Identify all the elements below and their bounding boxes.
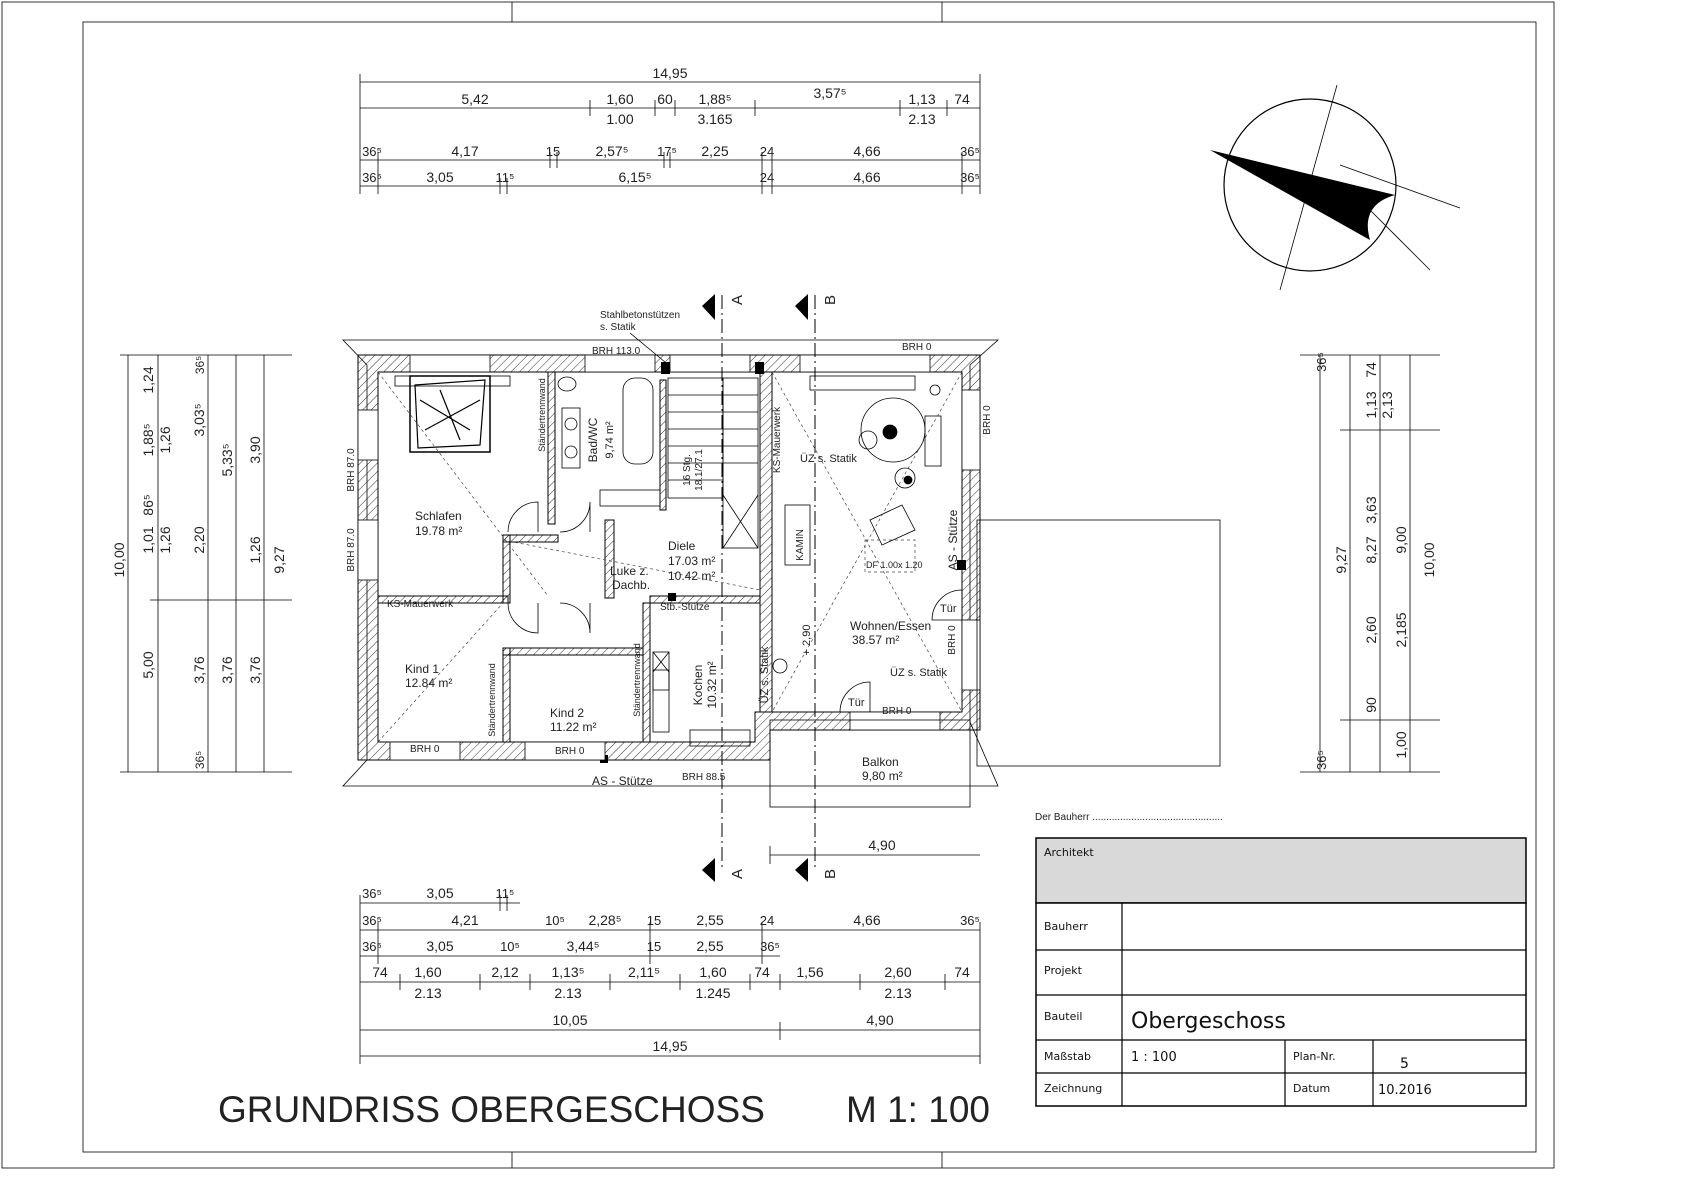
section-a-bottom: A bbox=[729, 868, 746, 880]
svg-text:3,76: 3,76 bbox=[219, 656, 235, 684]
svg-text:2.13: 2.13 bbox=[908, 111, 936, 127]
svg-text:KS-Mauerwerk: KS-Mauerwerk bbox=[387, 599, 454, 610]
tb-massstab-value: 1 : 100 bbox=[1131, 1050, 1177, 1065]
room-diele-area-1: 17.03 m² bbox=[668, 554, 716, 568]
room-kochen-name: Kochen bbox=[691, 664, 705, 706]
svg-text:15: 15 bbox=[646, 913, 662, 928]
section-b-top: B bbox=[822, 294, 839, 306]
tb-bauteil-value: Obergeschoss bbox=[1131, 1009, 1286, 1034]
svg-text:4,66: 4,66 bbox=[853, 912, 881, 928]
svg-text:1.245: 1.245 bbox=[695, 985, 731, 1001]
svg-text:Tür: Tür bbox=[848, 697, 865, 709]
svg-text:74: 74 bbox=[1363, 362, 1379, 378]
svg-text:36⁵: 36⁵ bbox=[1314, 750, 1329, 770]
room-kind2-area: 11.22 m² bbox=[550, 720, 597, 734]
room-balkon-name: Balkon bbox=[862, 755, 899, 769]
svg-text:BRH 0: BRH 0 bbox=[902, 342, 932, 353]
svg-text:+ 2,90: + 2,90 bbox=[801, 624, 813, 656]
svg-text:AS - Stütze: AS - Stütze bbox=[946, 509, 960, 571]
svg-text:36⁵: 36⁵ bbox=[1314, 352, 1329, 372]
room-bad-area: 9,74 m² bbox=[604, 421, 616, 459]
svg-text:4,66: 4,66 bbox=[853, 169, 881, 185]
room-wohnen-name: Wohnen/Essen bbox=[850, 619, 932, 633]
room-schlafen-area: 19.78 m² bbox=[415, 524, 463, 538]
svg-text:36⁵: 36⁵ bbox=[193, 750, 207, 770]
bed-icon bbox=[395, 376, 510, 452]
tb-plannr-value: 5 bbox=[1400, 1056, 1409, 1072]
svg-text:36⁵: 36⁵ bbox=[960, 913, 980, 928]
svg-text:6,15⁵: 6,15⁵ bbox=[618, 169, 652, 185]
svg-text:90: 90 bbox=[1363, 697, 1379, 713]
room-kind1-name: Kind 1 bbox=[405, 662, 440, 676]
svg-text:36⁵: 36⁵ bbox=[193, 355, 207, 375]
svg-text:17⁵: 17⁵ bbox=[657, 144, 677, 159]
luke-label-1: Luke z. bbox=[610, 564, 649, 578]
tb-zeichnung-label: Zeichnung bbox=[1044, 1082, 1103, 1095]
svg-text:24: 24 bbox=[759, 170, 775, 185]
svg-text:5,42: 5,42 bbox=[461, 91, 489, 107]
svg-text:1,88⁵: 1,88⁵ bbox=[140, 423, 156, 457]
tb-datum-label: Datum bbox=[1293, 1082, 1331, 1095]
svg-text:1,01: 1,01 bbox=[140, 526, 156, 554]
room-schlafen-name: Schlafen bbox=[415, 509, 462, 523]
svg-text:3,57⁵: 3,57⁵ bbox=[813, 85, 847, 101]
svg-text:9,27: 9,27 bbox=[1333, 546, 1349, 574]
svg-text:3,63: 3,63 bbox=[1363, 496, 1379, 524]
svg-text:1,26: 1,26 bbox=[157, 526, 173, 554]
room-wohnen-area: 38.57 m² bbox=[852, 633, 900, 647]
dim-lines-bottom bbox=[360, 846, 980, 1064]
svg-text:2,13: 2,13 bbox=[1379, 391, 1395, 419]
luke-label-2: Dachb. bbox=[612, 578, 651, 592]
svg-text:2,60: 2,60 bbox=[884, 964, 912, 980]
svg-text:18.1/27.1: 18.1/27.1 bbox=[694, 449, 705, 491]
svg-text:ÜZ s. Statik: ÜZ s. Statik bbox=[890, 667, 947, 679]
svg-text:2.13: 2.13 bbox=[554, 985, 582, 1001]
svg-text:3,76: 3,76 bbox=[191, 656, 207, 684]
svg-text:2,57⁵: 2,57⁵ bbox=[595, 143, 629, 159]
doors bbox=[508, 502, 962, 712]
svg-text:BRH 113.0: BRH 113.0 bbox=[592, 346, 641, 357]
svg-text:BRH 0: BRH 0 bbox=[947, 625, 958, 655]
room-kind1-area: 12.84 m² bbox=[405, 676, 453, 690]
dim-text-bottom bbox=[362, 837, 980, 1054]
svg-text:2,185: 2,185 bbox=[1393, 612, 1409, 648]
svg-text:36⁵: 36⁵ bbox=[362, 170, 382, 185]
svg-text:9,27: 9,27 bbox=[271, 546, 287, 574]
bauherr-signature-line: Der Bauherr ............................................... bbox=[1035, 812, 1223, 823]
svg-text:2,25: 2,25 bbox=[701, 143, 729, 159]
svg-text:36⁵: 36⁵ bbox=[362, 913, 382, 928]
svg-text:4,90: 4,90 bbox=[868, 837, 896, 853]
svg-text:1.00: 1.00 bbox=[606, 111, 634, 127]
room-kochen-area: 10.32 m² bbox=[705, 661, 719, 709]
svg-text:15: 15 bbox=[646, 939, 662, 954]
svg-text:36⁵: 36⁵ bbox=[362, 939, 382, 954]
svg-text:1,26: 1,26 bbox=[157, 426, 173, 454]
svg-text:2,55: 2,55 bbox=[696, 938, 724, 954]
tb-projekt-label: Projekt bbox=[1044, 964, 1082, 977]
svg-text:10⁵: 10⁵ bbox=[545, 913, 565, 928]
svg-text:2,60: 2,60 bbox=[1363, 616, 1379, 644]
dim-text-right bbox=[1314, 352, 1437, 770]
svg-text:3.165: 3.165 bbox=[697, 111, 733, 127]
svg-text:10⁵: 10⁵ bbox=[500, 939, 520, 954]
svg-text:1,13: 1,13 bbox=[908, 91, 936, 107]
svg-text:1,13: 1,13 bbox=[1363, 391, 1379, 419]
svg-text:86⁵: 86⁵ bbox=[140, 494, 156, 516]
svg-text:BRH 87.0: BRH 87.0 bbox=[346, 528, 357, 572]
svg-text:24: 24 bbox=[759, 913, 775, 928]
tb-architekt-label: Architekt bbox=[1044, 846, 1094, 859]
svg-text:15: 15 bbox=[545, 144, 561, 159]
svg-text:10,00: 10,00 bbox=[1421, 542, 1437, 578]
svg-text:Ständertrennwand: Ständertrennwand bbox=[537, 378, 547, 452]
room-diele-area-2: 10.42 m² bbox=[668, 569, 716, 583]
room-kind2-name: Kind 2 bbox=[550, 706, 585, 720]
svg-text:1,60: 1,60 bbox=[606, 91, 634, 107]
svg-text:60: 60 bbox=[657, 91, 673, 107]
svg-text:11⁵: 11⁵ bbox=[495, 886, 515, 901]
section-b-bottom: B bbox=[822, 868, 839, 880]
svg-text:ÜZ s. Statik: ÜZ s. Statik bbox=[800, 453, 857, 465]
room-balkon-area: 9,80 m² bbox=[862, 769, 903, 783]
svg-text:2,12: 2,12 bbox=[491, 964, 519, 980]
section-a-top: A bbox=[729, 294, 746, 306]
svg-text:BRH 0: BRH 0 bbox=[555, 746, 585, 757]
adjacent-roof bbox=[977, 520, 1220, 766]
svg-text:36⁵: 36⁵ bbox=[960, 170, 980, 185]
dim-text-top bbox=[362, 65, 980, 185]
svg-text:BRH 87.0: BRH 87.0 bbox=[346, 448, 357, 492]
svg-text:5,33⁵: 5,33⁵ bbox=[219, 443, 235, 477]
svg-text:16 Stg.: 16 Stg. bbox=[682, 454, 693, 486]
svg-text:3,76: 3,76 bbox=[247, 656, 263, 684]
svg-text:3,05: 3,05 bbox=[426, 169, 454, 185]
tb-plannr-label: Plan-Nr. bbox=[1293, 1050, 1336, 1063]
svg-text:Ständertrennwand: Ständertrennwand bbox=[487, 663, 497, 737]
dim-total-top: 14,95 bbox=[652, 65, 688, 81]
svg-text:Tür: Tür bbox=[940, 603, 957, 615]
dim-total-bottom: 14,95 bbox=[652, 1038, 688, 1054]
drawing-title: GRUNDRISS OBERGESCHOSS bbox=[218, 1089, 765, 1130]
svg-text:74: 74 bbox=[954, 964, 970, 980]
svg-text:36⁵: 36⁵ bbox=[362, 886, 382, 901]
svg-text:1,60: 1,60 bbox=[699, 964, 727, 980]
svg-text:Stb.-Stütze: Stb.-Stütze bbox=[660, 602, 710, 613]
svg-text:10,00: 10,00 bbox=[111, 542, 127, 578]
svg-text:2,55: 2,55 bbox=[696, 912, 724, 928]
tb-massstab-label: Maßstab bbox=[1044, 1050, 1091, 1063]
svg-text:1,26: 1,26 bbox=[247, 536, 263, 564]
room-diele-name: Diele bbox=[668, 539, 696, 553]
dim-text-left bbox=[111, 356, 287, 769]
svg-text:BRH 0: BRH 0 bbox=[982, 405, 993, 435]
svg-text:BRH 0: BRH 0 bbox=[882, 706, 912, 717]
svg-text:2,28⁵: 2,28⁵ bbox=[588, 912, 622, 928]
svg-text:3,03⁵: 3,03⁵ bbox=[191, 403, 207, 437]
svg-text:3,90: 3,90 bbox=[247, 436, 263, 464]
svg-text:4,17: 4,17 bbox=[451, 143, 479, 159]
svg-text:2,11⁵: 2,11⁵ bbox=[627, 964, 661, 980]
room-bad-name: Bad/WC bbox=[586, 417, 600, 463]
svg-text:24: 24 bbox=[759, 144, 775, 159]
svg-text:DF 1.00x 1.20: DF 1.00x 1.20 bbox=[866, 560, 923, 570]
tb-bauherr-label: Bauherr bbox=[1044, 920, 1088, 933]
svg-text:3,44⁵: 3,44⁵ bbox=[566, 938, 600, 954]
svg-text:1,00: 1,00 bbox=[1393, 731, 1409, 759]
svg-text:1,56: 1,56 bbox=[796, 964, 824, 980]
svg-text:5,00: 5,00 bbox=[140, 651, 156, 679]
svg-text:KAMIN: KAMIN bbox=[795, 529, 806, 561]
svg-text:74: 74 bbox=[754, 964, 770, 980]
svg-text:4,66: 4,66 bbox=[853, 143, 881, 159]
title-block bbox=[1036, 838, 1526, 1106]
svg-text:Ständertrennwand: Ständertrennwand bbox=[632, 643, 642, 717]
svg-text:2.13: 2.13 bbox=[414, 985, 442, 1001]
svg-text:11⁵: 11⁵ bbox=[495, 170, 515, 185]
svg-text:36⁵: 36⁵ bbox=[362, 144, 382, 159]
svg-text:1,24: 1,24 bbox=[140, 366, 156, 394]
svg-text:74: 74 bbox=[372, 964, 388, 980]
svg-text:3,05: 3,05 bbox=[426, 885, 454, 901]
drawing-scale: M 1: 100 bbox=[846, 1089, 990, 1130]
tb-bauteil-label: Bauteil bbox=[1044, 1010, 1083, 1023]
svg-text:1,60: 1,60 bbox=[414, 964, 442, 980]
svg-text:KS-Mauerwerk: KS-Mauerwerk bbox=[772, 406, 783, 474]
svg-text:74: 74 bbox=[954, 91, 970, 107]
svg-text:Stahlbetonstützen: Stahlbetonstützen bbox=[600, 310, 681, 321]
svg-text:AS - Stütze: AS - Stütze bbox=[592, 774, 653, 788]
svg-text:36⁵: 36⁵ bbox=[960, 144, 980, 159]
svg-text:1,13⁵: 1,13⁵ bbox=[551, 964, 585, 980]
svg-text:BRH 0: BRH 0 bbox=[410, 744, 440, 755]
svg-text:s. Statik: s. Statik bbox=[600, 322, 636, 333]
svg-text:1,88⁵: 1,88⁵ bbox=[698, 91, 732, 107]
svg-text:2,20: 2,20 bbox=[191, 526, 207, 554]
svg-text:9,00: 9,00 bbox=[1393, 526, 1409, 554]
svg-text:2.13: 2.13 bbox=[884, 985, 912, 1001]
svg-text:8,27: 8,27 bbox=[1363, 536, 1379, 564]
svg-text:4,90: 4,90 bbox=[866, 1012, 894, 1028]
svg-text:BRH 88.5: BRH 88.5 bbox=[682, 772, 726, 783]
svg-text:4,21: 4,21 bbox=[451, 912, 479, 928]
svg-text:10,05: 10,05 bbox=[552, 1012, 588, 1028]
svg-text:36⁵: 36⁵ bbox=[760, 939, 780, 954]
tb-datum-value: 10.2016 bbox=[1378, 1083, 1432, 1098]
svg-text:3,05: 3,05 bbox=[426, 938, 454, 954]
north-arrow-icon bbox=[1210, 85, 1460, 290]
svg-text:ÜZ s. Statik: ÜZ s. Statik bbox=[759, 646, 771, 704]
